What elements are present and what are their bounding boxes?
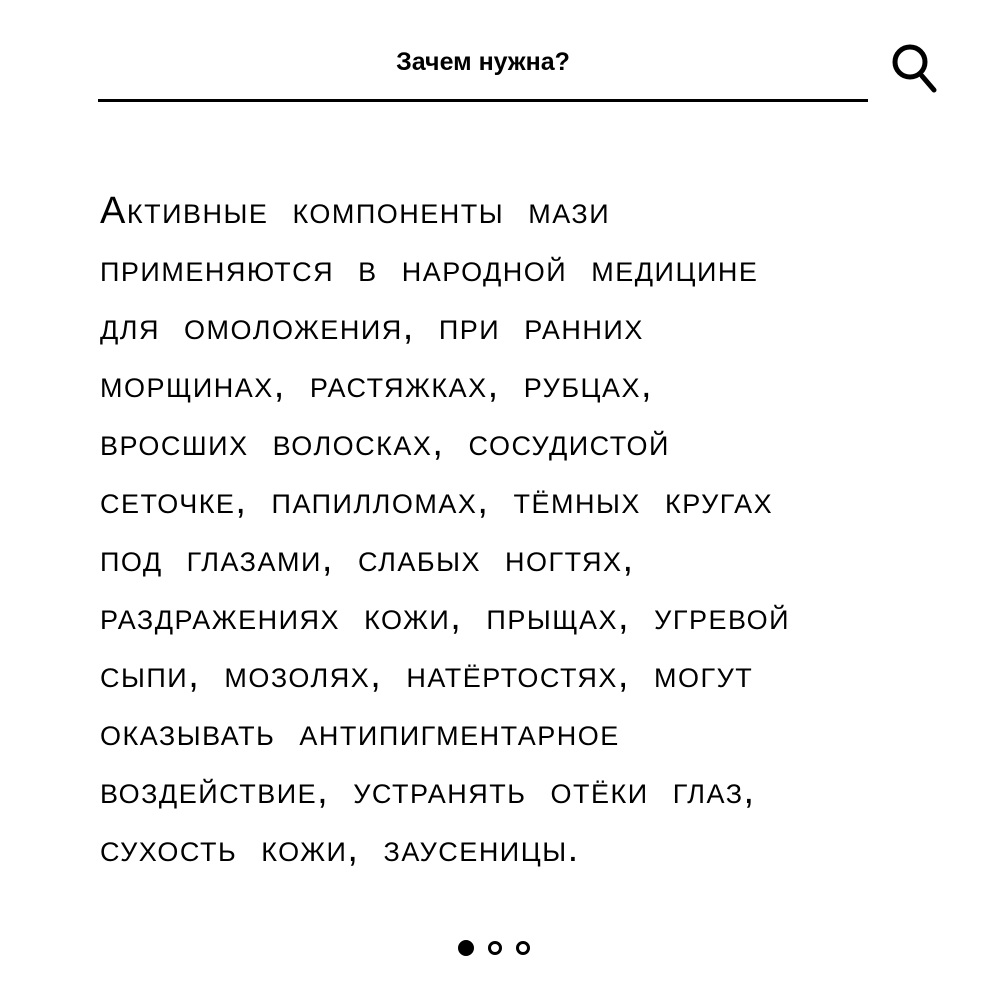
- page-dot-2[interactable]: [488, 941, 502, 955]
- page-dot-3[interactable]: [516, 941, 530, 955]
- text-line: морщинах, растяжках, рубцах,: [100, 364, 654, 406]
- page-title: Зачем нужна?: [396, 48, 570, 76]
- text-line: для омоложения, при ранних: [100, 306, 644, 348]
- body-text: [100, 182, 790, 878]
- text-line: сухость кожи, заусеницы.: [100, 828, 580, 870]
- search-icon[interactable]: [888, 40, 944, 96]
- text-line: применяются в народной медицине: [100, 248, 759, 290]
- text-line: воздействие, устранять отёки глаз,: [100, 770, 756, 812]
- text-line: под глазами, слабых ногтях,: [100, 538, 635, 580]
- pagination-dots: [458, 941, 530, 956]
- text-line: сеточке, папилломах, тёмных кругах: [100, 480, 774, 522]
- text-line: оказывать антипигментарное: [100, 712, 620, 754]
- text-line: сыпи, мозолях, натёртостях, могут: [100, 654, 754, 696]
- text-line: раздражениях кожи, прыщах, угревой: [100, 596, 790, 638]
- text-line: Активные компоненты мази: [100, 190, 611, 232]
- title-underline: [98, 99, 868, 102]
- page-dot-1[interactable]: [458, 940, 474, 956]
- text-line: вросших волосках, сосудистой: [100, 422, 670, 464]
